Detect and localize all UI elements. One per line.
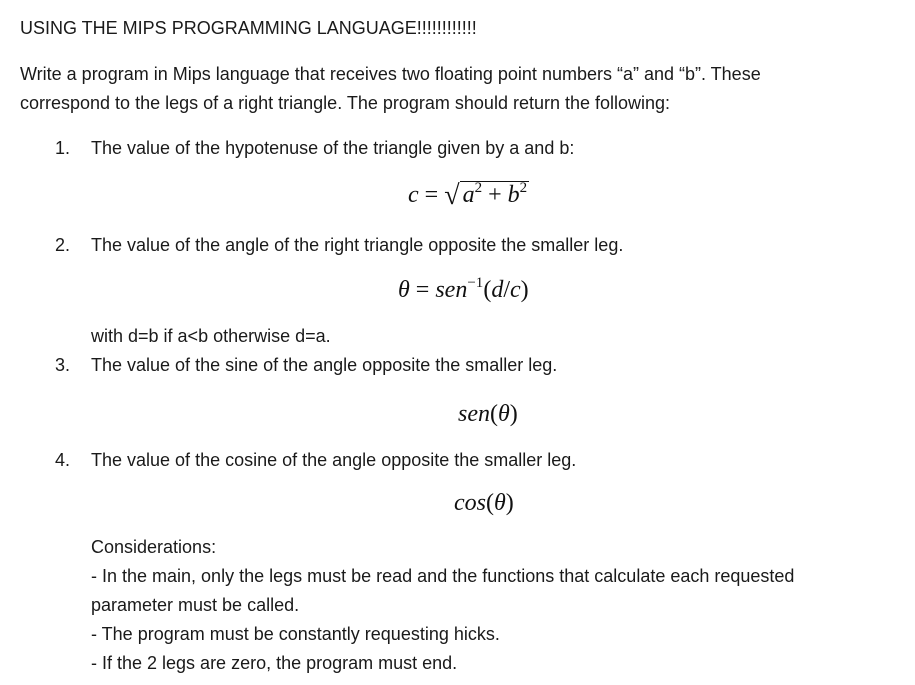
intro-line-1: Write a program in Mips language that receives two floating point numbers “a” and “b”. These [20,64,761,84]
consideration-line-3: - The program must be constantly requesting hicks. [91,624,500,644]
item-1-text: The value of the hypotenuse of the triangle given by a and b: [91,138,575,158]
intro-line-2: correspond to the legs of a right triangle. The program should return the following: [20,93,671,113]
considerations-heading: Considerations: [91,537,217,557]
cosine-formula: cos(θ) [454,490,514,516]
item-4-number: 4. [55,450,71,470]
item-2-number: 2. [55,235,71,255]
angle-formula: θ = sen$^{-1}$(d/c) [398,275,529,303]
consideration-line-1: - In the main, only the legs must be read and the functions that calculate each requested [91,566,795,586]
consideration-line-2: parameter must be called. [91,595,300,615]
item-3-text: The value of the sine of the angle opposite the smaller leg. [91,355,558,375]
item-1-number: 1. [55,138,71,158]
hypotenuse-formula: c = √ $a^2 + b^2$ [408,180,528,211]
consideration-line-4: - If the 2 legs are zero, the program must end. [91,653,458,673]
item-2-text: The value of the angle of the right triangle opposite the smaller leg. [91,235,624,255]
item-2-note: with d=b if a<b otherwise d=a. [91,326,331,346]
item-4-text: The value of the cosine of the angle opposite the smaller leg. [91,450,577,470]
sine-formula: sen(θ) [458,401,518,427]
page-title: USING THE MIPS PROGRAMMING LANGUAGE!!!!!!!!!!!! [20,18,477,38]
item-3-number: 3. [55,355,71,375]
